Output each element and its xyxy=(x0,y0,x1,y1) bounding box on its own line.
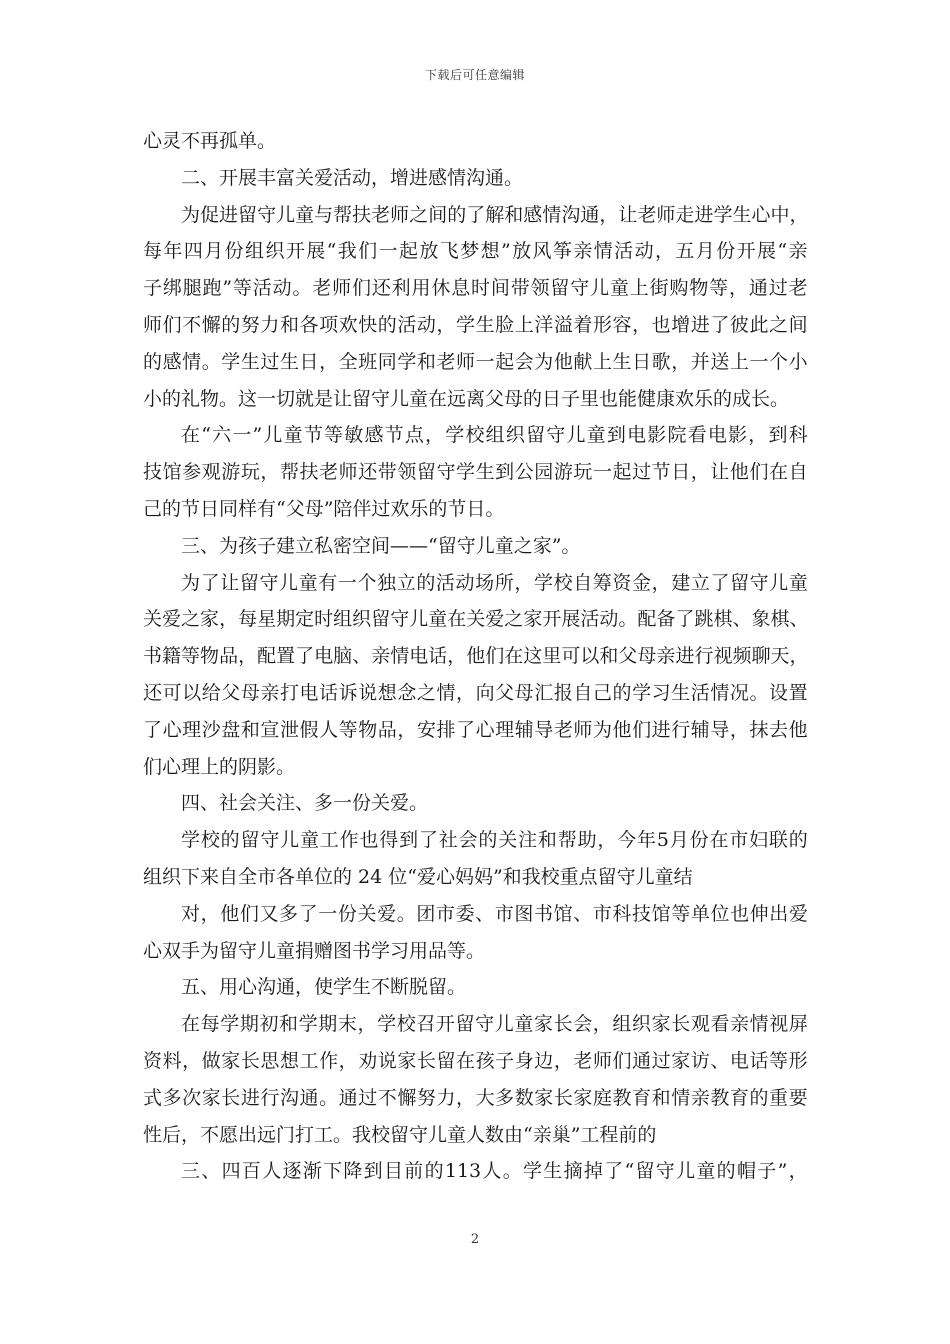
text-line: 四、社会关注、多一份关爱。 xyxy=(181,792,429,815)
text-line: 书 籍 等 物 品 ， 配 置 了 电 脑 、 亲 情 电 话 ， 他 们 在 这 里 可 以 和 父 母 亲 进 行 视 频 聊 天 ， xyxy=(143,645,809,668)
text-line: 三、为孩子建立私密空间——“留守儿童之家”。 xyxy=(181,534,581,557)
text-line: 学 校 的 留 守 儿 童 工 作 也 得 到 了 社 会 的 关 注 和 帮 助 ， 今 年 5 月 份 在 市 妇 联 的 xyxy=(181,829,808,852)
page-header: 下载后可任意编辑 xyxy=(424,68,525,82)
text-line: 三 、 四 百 人 逐 渐 下 降 到 目 前 的 113 人 。 学 生 摘 掉 了 “ 留 守 儿 童 的 帽 子 ” ， xyxy=(181,1160,808,1183)
text-line: 关 爱 之 家 ， 每 星 期 定 时 组 织 留 守 儿 童 在 关 爱 之 家 开 展 活 动 。 配 备 了 跳 棋 、 象 棋 、 xyxy=(143,608,809,631)
text-line: 小的礼物。这一切就是让留守儿童在远离父母的日子里也能健康欢乐的成长。 xyxy=(143,387,790,410)
text-line: 还 可 以 给 父 母 亲 打 电 话 诉 说 想 念 之 情 ， 向 父 母 汇 报 自 己 的 学 习 生 活 情 况 。 设 置 xyxy=(143,681,808,704)
text-line: 们心理上的阴影。 xyxy=(143,755,296,778)
text-line: 心灵不再孤单。 xyxy=(143,130,277,152)
text-line: 资 料 ， 做 家 长 思 想 工 作 ， 劝 说 家 长 留 在 孩 子 身 边 ， 老 师 们 通 过 家 访 、 电 话 等 形 xyxy=(143,1049,808,1072)
text-line: 子 绑 腿 跑 ” 等 活 动 。 老 师 们 还 利 用 休 息 时 间 带 领 留 守 儿 童 上 街 购 物 等 ， 通 过 老 xyxy=(143,277,808,300)
text-line: 五、用心沟通，使学生不断脱留。 xyxy=(181,976,467,999)
text-line: 了 心 理 沙 盘 和 宣 泄 假 人 等 物 品 ， 安 排 了 心 理 辅 导 老 师 为 他 们 进 行 辅 导 ， 抹 去 他 xyxy=(143,718,808,741)
text-line: 在 “ 六 一 ” 儿 童 节 等 敏 感 节 点 ， 学 校 组 织 留 守 儿 童 到 电 影 院 看 电 影 ， 到 科 xyxy=(181,424,808,447)
document-body xyxy=(143,123,808,1190)
page-number: 2 xyxy=(470,1232,480,1247)
text-line: 二、开展丰富关爱活动，增进感情沟通。 xyxy=(181,166,524,189)
text-line: 为 了 让 留 守 儿 童 有 一 个 独 立 的 活 动 场 所 ， 学 校 自 筹 资 金 ， 建 立 了 留 守 儿 童 xyxy=(181,571,808,594)
text-line: 对 ， 他 们 又 多 了 一 份 关 爱 。 团 市 委 、 市 图 书 馆 、 市 科 技 馆 等 单 位 也 伸 出 爱 xyxy=(181,902,808,925)
text-line: 组织下来自全市各单位的 24 位“爱心妈妈”和我校重点留守儿童结 xyxy=(143,865,693,888)
text-line: 式 多 次 家 长 进 行 沟 通 。 通 过 不 懈 努 力 ， 大 多 数 家 长 家 庭 教 育 和 情 亲 教 育 的 重 要 xyxy=(143,1086,808,1109)
text-line: 每 年 四 月 份 组 织 开 展 “ 我 们 一 起 放 飞 梦 想 ” 放 风 筝 亲 情 活 动 ， 五 月 份 开 展 “ 亲 xyxy=(143,240,808,263)
text-line: 技 馆 参 观 游 玩 ， 帮 扶 老 师 还 带 领 留 守 学 生 到 公 园 游 玩 一 起 过 节 日 ， 让 他 们 在 自 xyxy=(143,461,808,484)
text-line: 在 每 学 期 初 和 学 期 末 ， 学 校 召 开 留 守 儿 童 家 长 会 ， 组 织 家 长 观 看 亲 情 视 屏 xyxy=(181,1013,808,1036)
text-line: 为 促 进 留 守 儿 童 与 帮 扶 老 师 之 间 的 了 解 和 感 情 沟 通 ， 让 老 师 走 进 学 生 心 中 ， xyxy=(181,203,809,226)
text-line: 性后，不愿出远门打工。我校留守儿童人数由“亲巢”工程前的 xyxy=(143,1123,657,1146)
text-line: 的 感 情 。 学 生 过 生 日 ， 全 班 同 学 和 老 师 一 起 会 为 他 献 上 生 日 歌 ， 并 送 上 一 个 小 xyxy=(143,350,808,373)
text-line: 师 们 不 懈 的 努 力 和 各 项 欢 快 的 活 动 ， 学 生 脸 上 洋 溢 着 形 容 ， 也 增 进 了 彼 此 之 间 xyxy=(143,313,808,336)
text-line: 己的节日同样有“父母”陪伴过欢乐的节日。 xyxy=(143,497,505,520)
text-line: 心双手为留守儿童捐赠图书学习用品等。 xyxy=(143,939,486,962)
